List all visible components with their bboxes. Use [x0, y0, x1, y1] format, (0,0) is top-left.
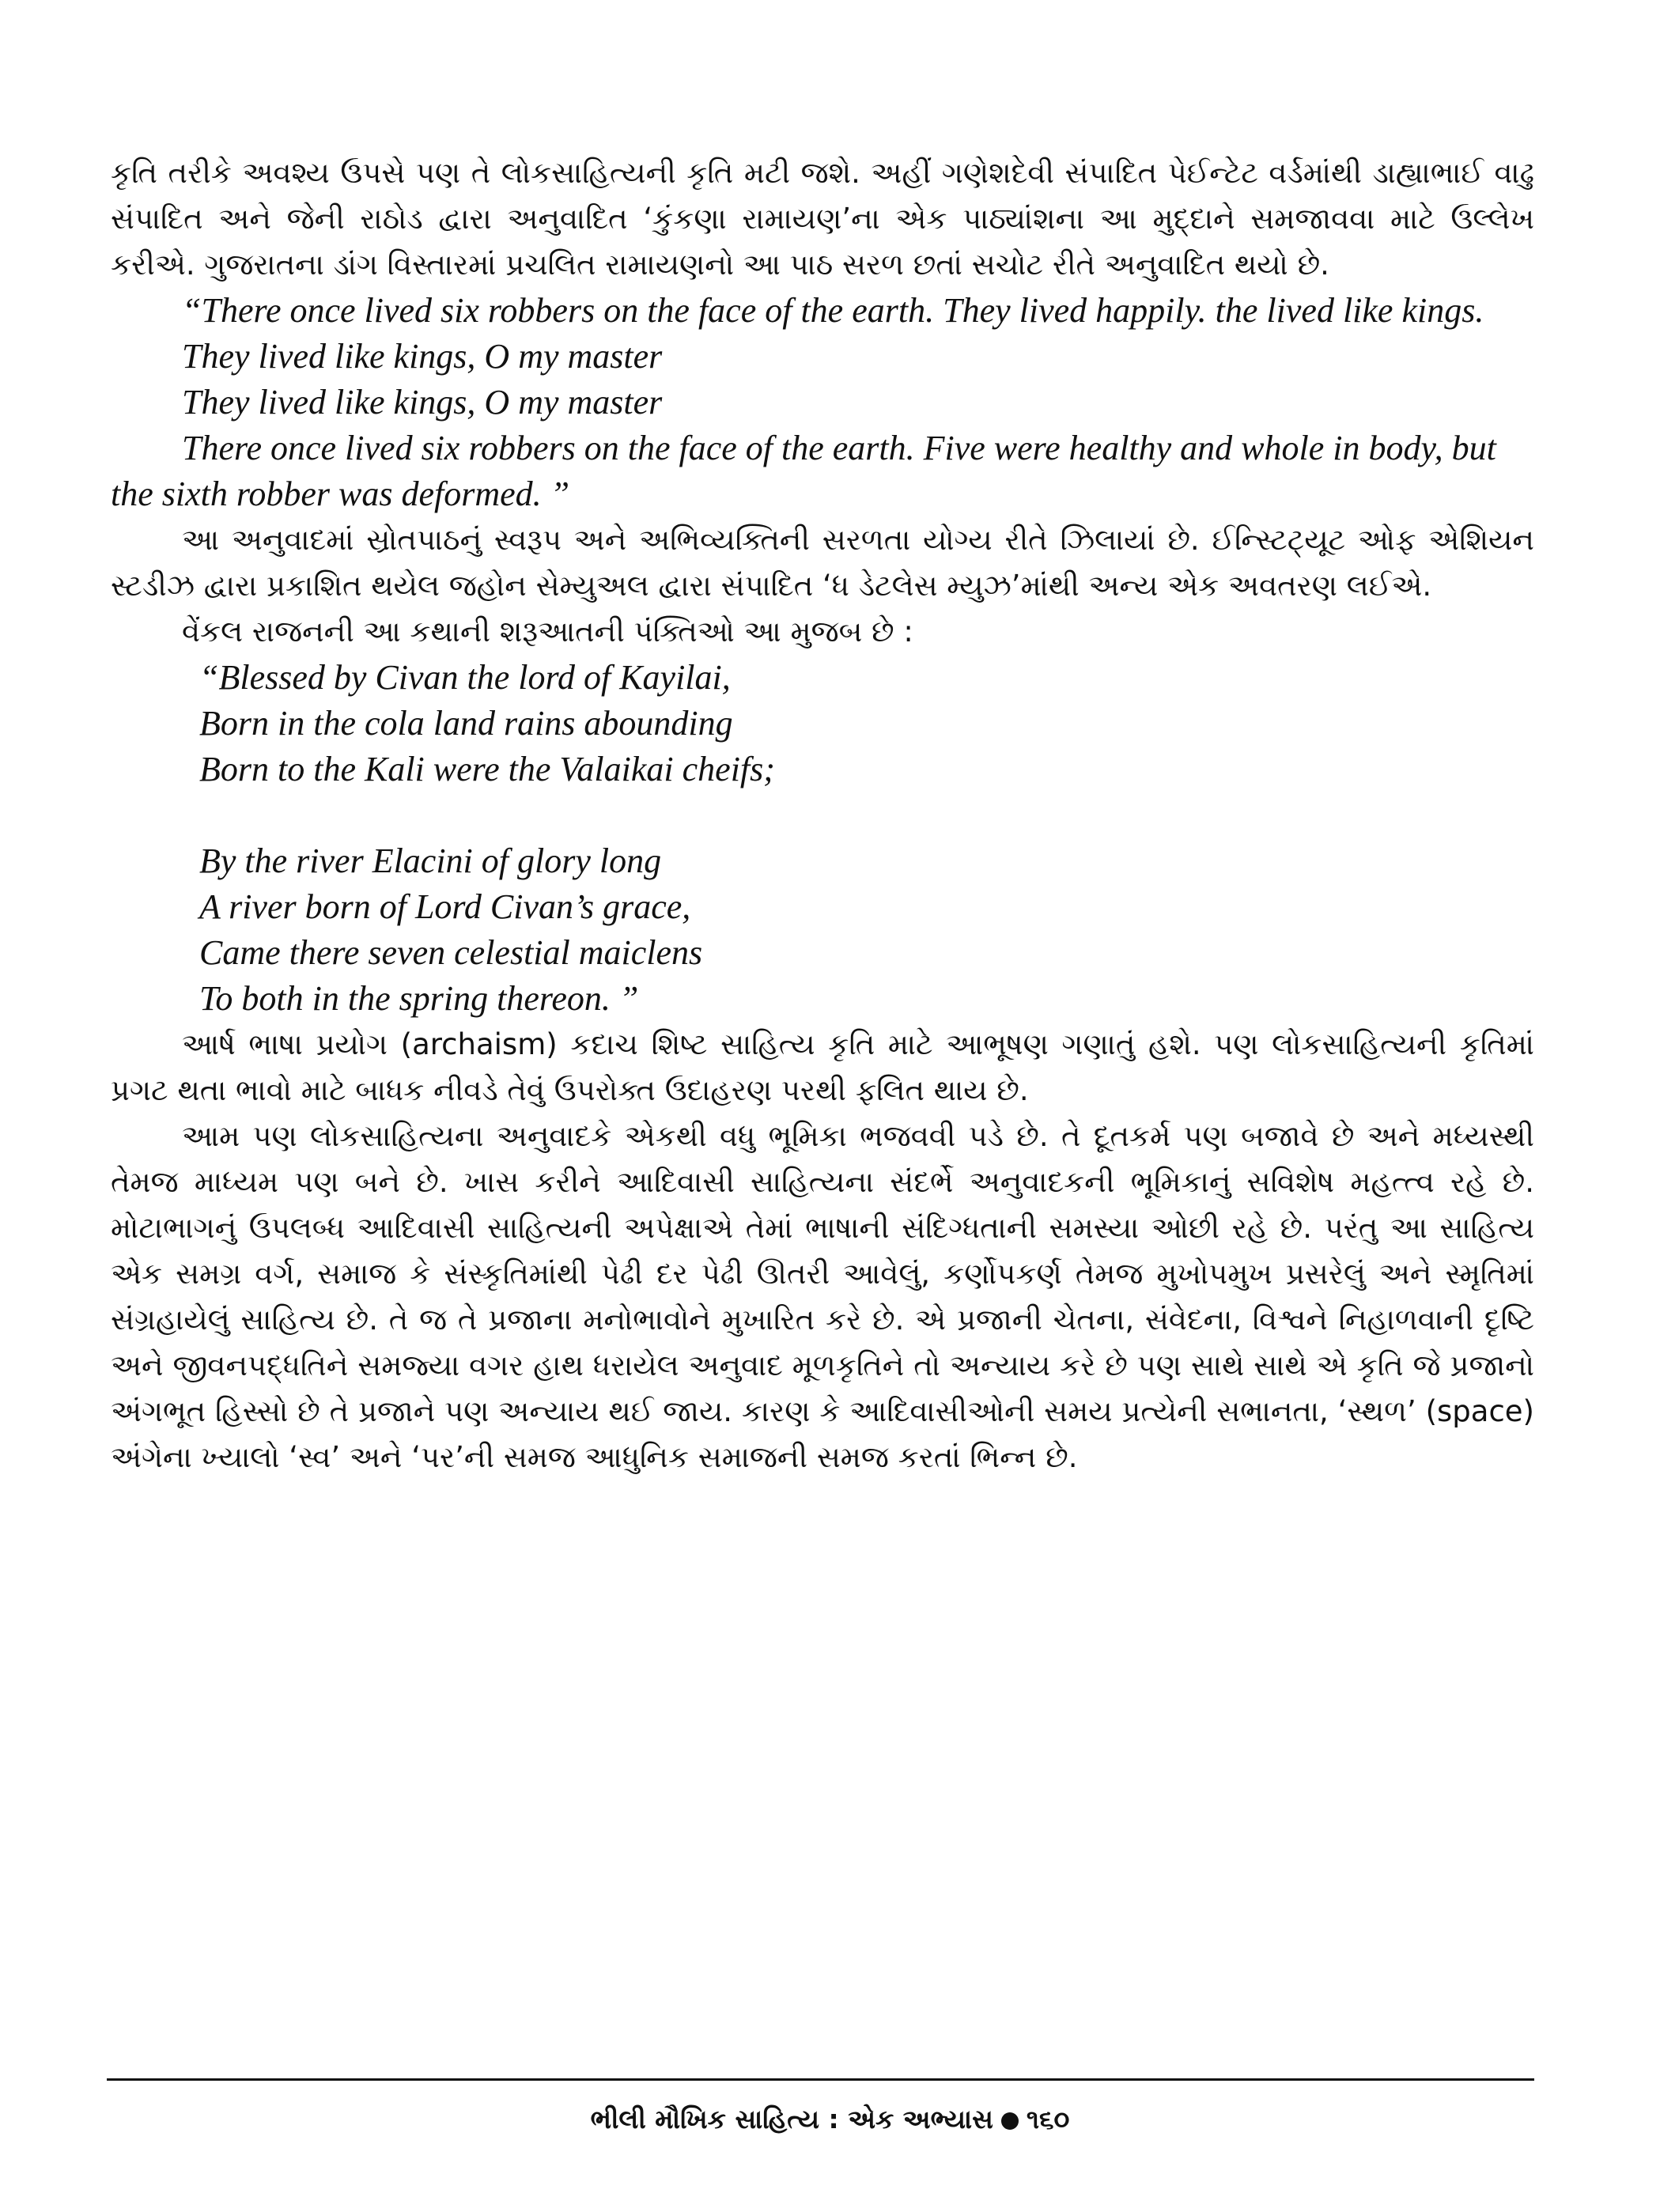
verse-line: Born in the cola land rains abounding [199, 704, 733, 743]
paragraph-translation-note: આ અનુવાદમાં સ્રોતપાઠનું સ્વરૂપ અને અભિવ્યક્તિની સરળતા યોગ્ય રીતે ઝિલાયાં છે. ઈન્સ્ટિટ્યૂટ ઓફ એશિયન સ્ટડીઝ દ્વારા પ્રકાશિત થયેલ જહોન સેમ્યુઅલ દ્વારા સંપાદિત ‘ધ ડેટલેસ મ્યુઝ’માંથી અન્ય એક અવતરણ લઈએ. [111, 523, 1534, 603]
verse-line: “Blessed by Civan the lord of Kayilai, [199, 658, 731, 697]
bullet-icon [1001, 2112, 1019, 2130]
page-body [111, 150, 1534, 1480]
paragraph-intro: કૃતિ તરીકે અવશ્ય ઉપસે પણ તે લોકસાહિત્યની કૃતિ મટી જશે. અહીં ગણેશદેવી સંપાદિત પેઈન્ટેટ વર્ડમાંથી ડાહ્યાભાઈ વાઢુ સંપાદિત અને જેની રાઠોડ દ્વારા અનુવાદિત ‘કુંકણા રામાયણ’ના એક પાઠ્યાંશના આ મુદ્દાને સમજાવવા માટે ઉલ્લેખ કરીએ. ગુજરાતના ડાંગ વિસ્તારમાં પ્રચલિત રામાયણનો આ પાઠ સરળ છતાં સચોટ રીતે અનુવાદિત થયો છે. [111, 156, 1534, 282]
quote-ramayana-line-4: There once lived six robbers on the face of the earth. Five were healthy and whole in body, but the sixth robber was deformed. ” [111, 429, 1496, 513]
quote-ramayana-line-3: They lived like kings, O my master [182, 383, 663, 422]
verse-line: To both in the spring thereon. ” [199, 979, 639, 1018]
page-footer [0, 2100, 1660, 2139]
quote-ramayana-line-1: “There once lived six robbers on the face of the earth. They lived happily. the lived like kings. [182, 291, 1484, 330]
verse-line: A river born of Lord Civan’s grace, [199, 887, 691, 926]
footer-book-title: ભીલી મૌખિક સાહિત્ય : એક અભ્યાસ [590, 2104, 993, 2134]
verse-line: Came there seven celestial maiclens [199, 933, 703, 972]
page-number: ૧૬૦ [1026, 2104, 1070, 2134]
verse-line: By the river Elacini of glory long [199, 841, 662, 880]
verse-line: Born to the Kali were the Valaikai cheifs; [199, 750, 775, 788]
stanza-gap [111, 792, 1534, 838]
paragraph-translator-role: આમ પણ લોકસાહિત્યના અનુવાદકે એકથી વધુ ભૂમિકા ભજવવી પડે છે. તે દૂતકર્મ પણ બજાવે છે અને મધ્યસ્થી તેમજ માધ્યમ પણ બને છે. ખાસ કરીને આદિવાસી સાહિત્યના સંદર્ભે અનુવાદકની ભૂમિકાનું સવિશેષ મહત્ત્વ રહે છે. મોટાભાગનું ઉપલબ્ધ આદિવાસી સાહિત્યની અપેક્ષાએ તેમાં ભાષાની સંદિગ્ધતાની સમસ્યા ઓછી રહે છે. પરંતુ આ સાહિત્ય એક સમગ્ર વર્ગ, સમાજ કે સંસ્કૃતિમાંથી પેઢી દર પેઢી ઊતરી આવેલું, કર્ણોપકર્ણ તેમજ મુખોપમુખ પ્રસરેલું અને સ્મૃતિમાં સંગ્રહાયેલું સાહિત્ય છે. તે જ તે પ્રજાના મનોભાવોને મુખારિત કરે છે. એ પ્રજાની ચેતના, સંવેદના, વિશ્વને નિહાળવાની દૃષ્ટિ અને જીવનપદ્ધતિને સમજ્યા વગર હાથ ધરાયેલ અનુવાદ મૂળકૃતિને તો અન્યાય કરે છે પણ સાથે સાથે એ કૃતિ જે પ્રજાનો અંગભૂત હિસ્સો છે તે પ્રજાને પણ અન્યાય થઈ જાય. કારણ કે આદિવાસીઓની સમય પ્રત્યેની સભાનતા, ‘સ્થળ’ (space) અંગેના ખ્યાલો ‘સ્વ’ અને ‘પર’ની સમજ આધુનિક સમાજની સમજ કરતાં ભિન્ન છે. [111, 1119, 1534, 1474]
paragraph-archaism: આર્ષ ભાષા પ્રયોગ (archaism) કદાચ શિષ્ટ સાહિત્ય કૃતિ માટે આભૂષણ ગણાતું હશે. પણ લોકસાહિત્યની કૃતિમાં પ્રગટ થતા ભાવો માટે બાધક નીવડે તેવું ઉપરોક્ત ઉદાહરણ પરથી ફલિત થાય છે. [111, 1027, 1534, 1107]
verse-stanza-2 [111, 838, 1534, 1022]
paragraph-venkal-intro: વેંકલ રાજનની આ કથાની શરૂઆતની પંક્તિઓ આ મુજબ છે : [182, 614, 913, 648]
footer-divider [107, 2078, 1534, 2081]
quote-ramayana-line-2: They lived like kings, O my master [182, 337, 663, 376]
verse-stanza-1 [111, 655, 1534, 792]
